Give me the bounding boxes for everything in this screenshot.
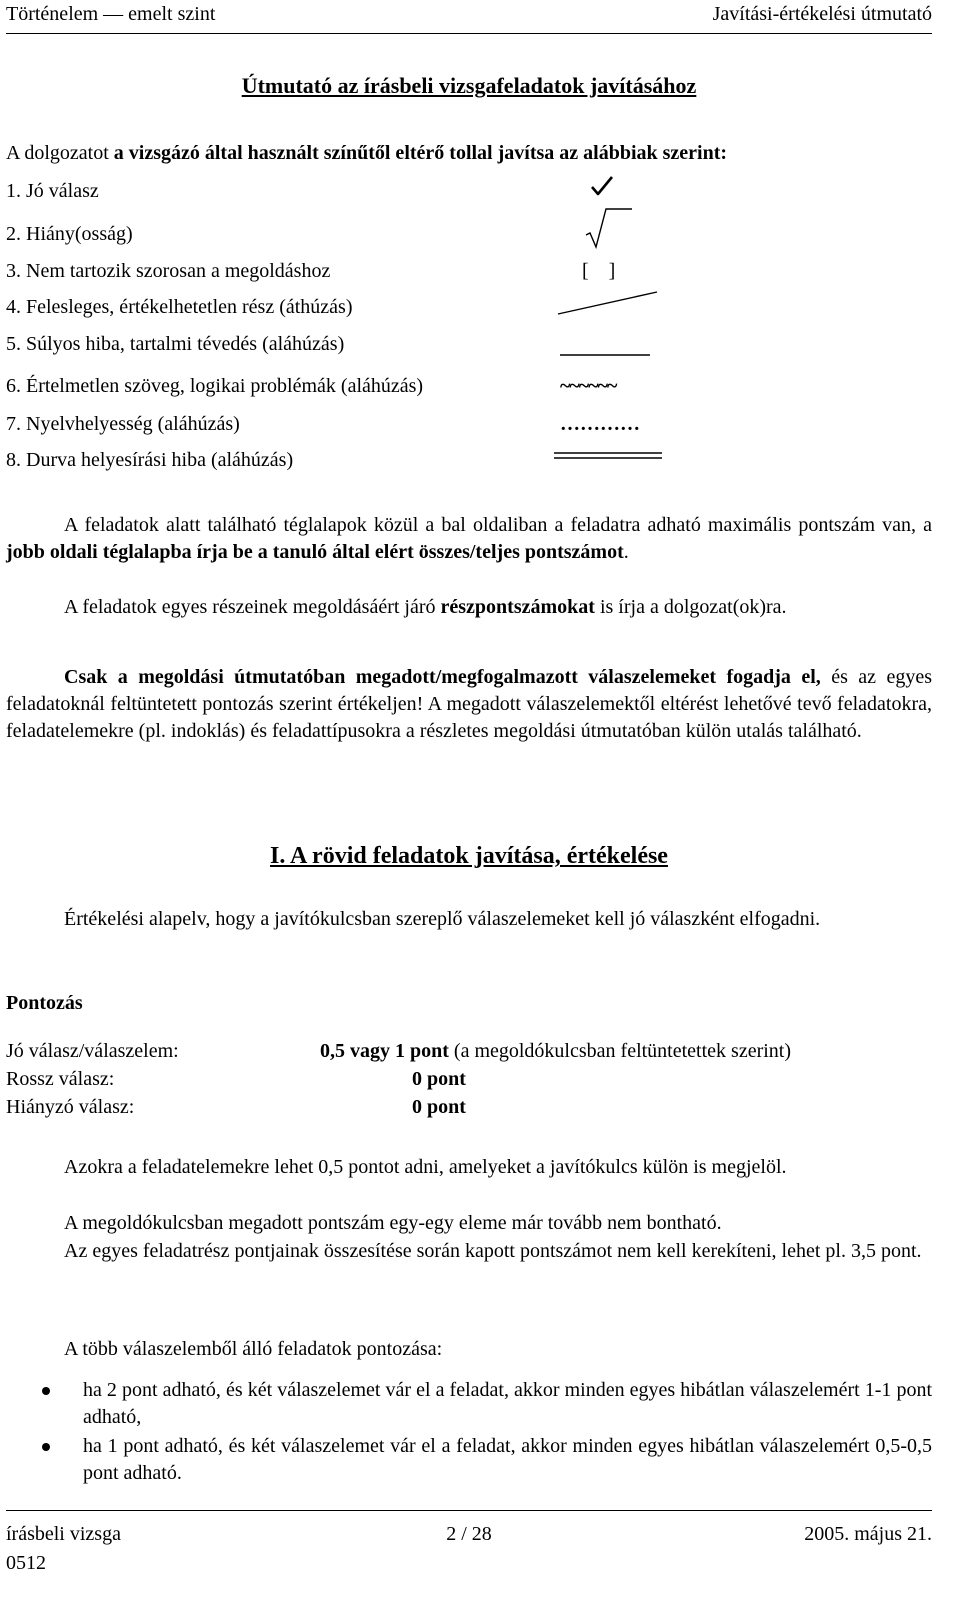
section-title: I. A rövid feladatok javítása, értékelése [270, 843, 668, 869]
header-rule [6, 33, 932, 34]
footer-code: 0512 [6, 1552, 46, 1574]
mark-row-spelling [6, 447, 706, 475]
scoring-row [6, 1038, 936, 1066]
mark-label: 2. Hiány(osság) [6, 223, 133, 245]
dotted-underline-symbol: ………… [560, 413, 640, 435]
mark-row-logic [6, 373, 706, 401]
mark-row-missing [6, 221, 706, 249]
mark-row-good [6, 178, 706, 206]
wavy-underline-symbol: ~~~~~~ [560, 375, 617, 397]
check-icon [590, 174, 614, 206]
mark-row-strikethrough [6, 294, 706, 322]
bullet-text: ha 1 pont adható, és két válaszelemet vár el a feladat, akkor minden egyes hibátlan válaszelemért 0,5-0,5 pont adható. [83, 1435, 932, 1484]
page-number: 2 / 28 [446, 1523, 492, 1545]
paragraph-half-points: Azokra a feladatelemekre lehet 0,5 pontot adni, amelyeket a javítókulcs külön is megjelöl. [64, 1156, 787, 1178]
mark-label: 8. Durva helyesírási hiba (aláhúzás) [6, 449, 294, 471]
scoring-value [412, 1066, 466, 1093]
bullet-item [6, 1377, 932, 1431]
intro-plain: A dolgozatot [6, 142, 114, 164]
bullet-text: ha 2 pont adható, és két válaszelemet vár el a feladat, akkor minden egyes hibátlan válaszelemért 1-1 pont adható, [83, 1379, 932, 1428]
scoring-row [6, 1094, 936, 1122]
scoring-points: 0,5 vagy 1 pont [320, 1040, 449, 1062]
footer-rule [6, 1510, 932, 1511]
scoring-value [320, 1038, 791, 1065]
scoring-label: Hiányzó válasz: [6, 1096, 135, 1118]
header-subject: Történelem — emelt szint [6, 3, 216, 25]
bullet-list [6, 1377, 932, 1489]
p3-bold: Csak a megoldási útmutatóban megadott/megfogalmazott válaszelemeket fogadja el, [64, 666, 821, 688]
p3-text: és az egyes feladatoknál feltüntetett pontozás szerint értékeljen! A megadott válaszelemektől eltérést lehetővé tevő feladatokra, feladatelemekre (pl. indoklás) és feladattípusokra a részletes megoldási útmutatóban külön utalás található. [6, 666, 932, 742]
mark-row-language [6, 411, 706, 439]
page-header [6, 0, 932, 30]
p2-bold: részpontszámokat [440, 596, 595, 618]
paragraph-accepted-answers [6, 664, 932, 745]
footer-date: 2005. május 21. [804, 1523, 932, 1545]
scoring-note: (a megoldókulcsban feltüntetettek szerint) [448, 1040, 792, 1062]
p2-end: is írja a dolgozat(ok)ra. [594, 596, 787, 618]
p1-text: A feladatok alatt található téglalapok közül a bal oldaliban a feladatra adható maximális pontszám van, a [64, 514, 932, 536]
double-underline-icon [554, 447, 664, 475]
bullet-dot-icon [42, 1443, 50, 1451]
paragraph-rounding: Az egyes feladatrész pontjainak összesítése során kapott pontszámot nem kell kerekíteni, lehet pl. 3,5 pont. [64, 1240, 922, 1262]
paragraph-principle: Értékelési alapelv, hogy a javítókulcsban szereplő válaszelemeket kell jó válaszként elfogadni. [64, 908, 821, 930]
mark-label: 4. Felesleges, értékelhetetlen rész (áthúzás) [6, 296, 353, 318]
scoring-row [6, 1066, 936, 1094]
scoring-label: Jó válasz/válaszelem: [6, 1040, 179, 1062]
intro-bold: a vizsgázó által használt színűtől eltérő tollal javítsa az alábbiak szerint: [113, 142, 728, 164]
brackets-symbol: [ ] [582, 260, 616, 282]
scoring-label: Rossz válasz: [6, 1068, 115, 1090]
mark-label: 3. Nem tartozik szorosan a megoldáshoz [6, 260, 331, 282]
mark-label: 6. Értelmetlen szöveg, logikai problémák (aláhúzás) [6, 375, 424, 397]
p1-bold: jobb oldali téglalapba írja be a tanuló által elért összes/teljes pontszámot [6, 541, 624, 563]
mark-label: 1. Jó válasz [6, 180, 99, 202]
scoring-points: 0 pont [412, 1068, 466, 1090]
scoring-heading: Pontozás [6, 992, 83, 1014]
underline-icon [560, 331, 652, 367]
page-footer [6, 1521, 932, 1549]
strikethrough-line-icon [556, 288, 660, 326]
document-title: Útmutató az írásbeli vizsgafeladatok javításához [241, 73, 697, 98]
p1-end: . [623, 541, 629, 563]
p2-text: A feladatok egyes részeinek megoldásáért járó [64, 596, 441, 618]
paragraph-indivisible: A megoldókulcsban megadott pontszám egy-egy eleme már tovább nem bontható. [64, 1212, 722, 1234]
scoring-points: 0 pont [412, 1096, 466, 1118]
missing-root-icon [584, 205, 634, 257]
mark-label: 7. Nyelvhelyesség (aláhúzás) [6, 413, 240, 435]
footer-exam-type: írásbeli vizsga [6, 1523, 121, 1545]
intro-text [6, 140, 727, 167]
mark-row-serious-error [6, 331, 706, 359]
scoring-value [412, 1094, 466, 1121]
paragraph-boxes [6, 512, 932, 566]
bullet-dot-icon [42, 1387, 50, 1395]
paragraph-partial-points [6, 594, 932, 621]
mark-label: 5. Súlyos hiba, tartalmi tévedés (aláhúzás) [6, 333, 345, 355]
header-doc-type: Javítási-értékelési útmutató [712, 3, 932, 25]
bullet-item [6, 1433, 932, 1487]
mark-row-not-relevant [6, 258, 706, 286]
multi-element-heading: A több válaszelemből álló feladatok pontozása: [64, 1338, 443, 1360]
